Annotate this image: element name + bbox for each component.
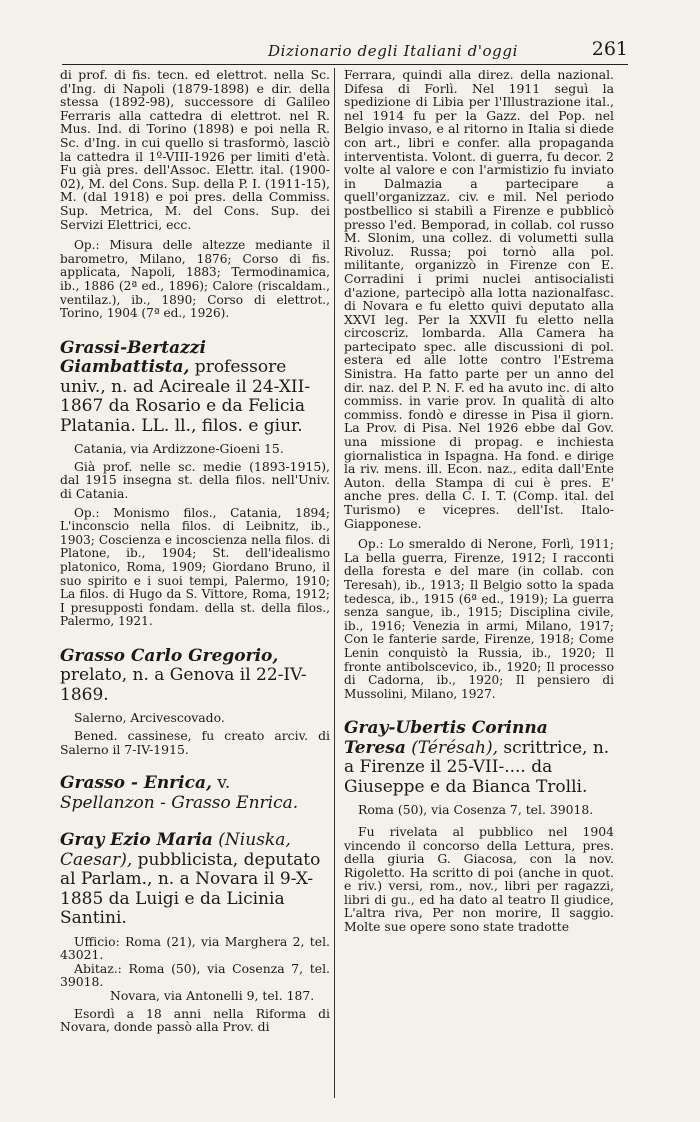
entry-continuation: di prof. di fis. tecn. ed elettrot. nella Sc. d'Ing. di Napoli (1879-1898) e dir. della stessa (1892-98), successore di Galileo Ferraris alla cattedra di elettrot. nel R. Mus. Ind. di Torino (1898) e poi nella R. Sc. d'Ing. in cui quello si trasformò, lasciò la cattedra il 1º-VIII-1926 per limiti d'età. Fu già pres. dell'Assoc. Elettr. ital. (1900-02), M. del Cons. Sup. della P. I. (1911-15), M. (dal 1918) e poi pres. della Commiss. Sup. Metrica, M. del Cons. Sup. dei Servizi Elettrici, ecc.	[60, 67, 330, 232]
entry-biography: Già prof. nelle sc. medie (1893-1915), dal 1915 insegna st. della filos. nell'Univ. di Catania.	[60, 458, 330, 501]
page-number: 261	[591, 38, 628, 60]
entry-description: prelato, n. a Genova il 22-IV-1869.	[60, 665, 307, 705]
entry-heading-gray-ubertis	[344, 719, 614, 797]
entry-office: Ufficio: Roma (21), via Marghera 2, tel. 43021.	[60, 933, 330, 963]
running-header	[62, 36, 628, 65]
left-column	[60, 68, 330, 1034]
entry-name: Grassi-Bertazzi Giambattista,	[60, 337, 206, 378]
works-list: Op.: Lo smeraldo di Nerone, Forlì, 1911; La bella guerra, Firenze, 1912; I racconti della foresta e del mare (in collab. con Teresah), ib., 1913; Il Belgio sotto la spada tedesca, ib., 1915 (6ª ed., 1919); La guerra senza sangue, ib., 1915; Disciplina civile, ib., 1916; Venezia in armi, Milano, 1917; Con le fanterie sarde, Firenze, 1918; Come Lenin conquistò la Russia, ib., 1920; Il fronte antibolscevico, ib., 1920; Il processo di Cadorna, ib., 1920; Il pensiero di Mussolini, Milano, 1927.	[344, 537, 614, 701]
entry-description: pubblicista, deputato al Parlam., n. a Novara il 9-X-1885 da Luigi e da Licinia Santini.	[60, 849, 321, 929]
entry-description: professore univ., n. ad Acireale il 24-XII-1867 da Rosario e da Felicia Platania. LL. ll., filos. e giur.	[60, 357, 311, 436]
entry-pseudonym: (Térésah),	[405, 737, 499, 758]
entry-home: Abitaz.: Roma (50), via Cosenza 7, tel. 39018.	[60, 960, 330, 990]
entry-continuation: Ferrara, quindi alla direz. della nazional. Difesa di Forlì. Nel 1911 seguì la spedizione di Libia per l'Illustrazione ital., nel 1914 fu per la Gazz. del Pop. nel Belgio invaso, e al ritorno in Italia si diede con art., libri e confer. alla propaganda interventista. Volont. di guerra, fu decor. 2 volte al valore e con l'armistizio fu inviato in Dalmazia a partecipare a quell'organizzaz. civ. e mil. Nel periodo postbellico si stabilì a Firenze e pubblicò presso l'ed. Bemporad, in collab. col russo M. Slonim, una collez. di volumetti sulla Rivoluz. Russa; poi tornò alla pol. militante, organizzò in Firenze con E. Corradini i primi nuclei antisocialisti d'azione, partecipò alla lotta nazionalfasc. di Novara e fu eletto quivi deputato alla XXVI leg. Per la XXVII fu eletto nella circoscriz. lombarda. Alla Camera ha partecipato spec. alle discussioni di pol. estera ed alle lotte contro l'Estrema Sinistra. Ha fatto parte per un anno del dir. naz. del P. N. F. ed ha avuto inc. di alto commiss. in varie prov. In qualità di alto commiss. fondò e diresse in Pisa il giorn. La Prov. di Pisa. Nel 1926 ebbe dal Gov. una missione di propag. e inchiesta giornalistica in Ispagna. Ha fond. e dirige la riv. mens. ill. Econ. naz., edita dall'Ente Auton. della Stampa di cui è pres. E' anche pres. della C. I. T. (Comp. ital. del Turismo) e vicepres. dell'Ist. Italo-Giapponese.	[344, 67, 614, 531]
entry-name: Gray-Ubertis Corinna Teresa	[344, 718, 548, 758]
entry-name: Grasso Carlo Gregorio,	[60, 645, 279, 666]
cross-reference: Spellanzon - Grasso Enrica.	[60, 792, 299, 813]
column-divider	[334, 68, 335, 1098]
entry-heading-grasso-carlo	[60, 647, 330, 706]
entry-biography: Esordì a 18 anni nella Riforma di Novara, donde passò alla Prov. di	[60, 1005, 330, 1035]
entry-address: Catania, via Ardizzone-Gioeni 15.	[74, 441, 284, 457]
right-column	[344, 68, 614, 934]
works-list: Op.: Monismo filos., Catania, 1894; L'inconscio nella filos. di Leibnitz, ib., 1903; Coscienza e incoscienza nella filos. di Platone, ib., 1904; St. dell'idealismo platonico, Roma, 1909; Giordano Bruno, il suo spirito e i suoi tempi, Palermo, 1910; La filos. di Hugo da S. Vittore, Roma, 1912; I presupposti fondam. della st. della filos., Palermo, 1921.	[60, 505, 330, 629]
entry-address: Roma (50), via Cosenza 7, tel. 39018.	[358, 802, 594, 818]
entry-biography: Bened. cassinese, fu creato arciv. di Salerno il 7-IV-1915.	[60, 728, 330, 757]
entry-description: scrittrice, n. a Firenze il 25-VII-.... da Giuseppe e da Bianca Trolli.	[344, 737, 610, 797]
cross-reference-marker: v.	[211, 773, 231, 794]
entry-biography: Fu rivelata al pubblico nel 1904 vincendo il concorso della Lettura, pres. della giuria G. Giacosa, con la nov. Rigoletto. Ha scritto di poi (anche in quot. e riv.) versi, rom., nov., libri per ragazzi, libri di gu., ed ha dato al teatro Il giudice, L'altra riva, Per non morire, Il saggio. Molte sue opere sono state tradotte	[344, 823, 614, 935]
entry-heading-gray-ezio	[60, 831, 330, 929]
works-list: Op.: Misura delle altezze mediante il barometro, Milano, 1876; Corso di fis. applicata, Napoli, 1883; Termodinamica, ib., 1886 (2ª ed., 1896); Calore (riscaldam., ventilaz.), ib., 1890; Corso di elettrot., Torino, 1904 (7ª ed., 1926).	[60, 238, 330, 321]
entry-address: Salerno, Arcivescovado.	[74, 710, 225, 726]
entry-name: Grasso - Enrica,	[60, 773, 212, 794]
entry-home-secondary: Novara, via Antonelli 9, tel. 187.	[110, 988, 315, 1004]
entry-name: Gray Ezio Maria	[60, 830, 213, 851]
running-title: Dizionario degli Italiani d'oggi	[268, 42, 518, 60]
entry-heading-grassi-bertazzi	[60, 339, 330, 437]
entry-heading-grasso-enrica	[60, 774, 330, 813]
entry-pseudonym: (Niuska, Caesar),	[60, 830, 291, 870]
